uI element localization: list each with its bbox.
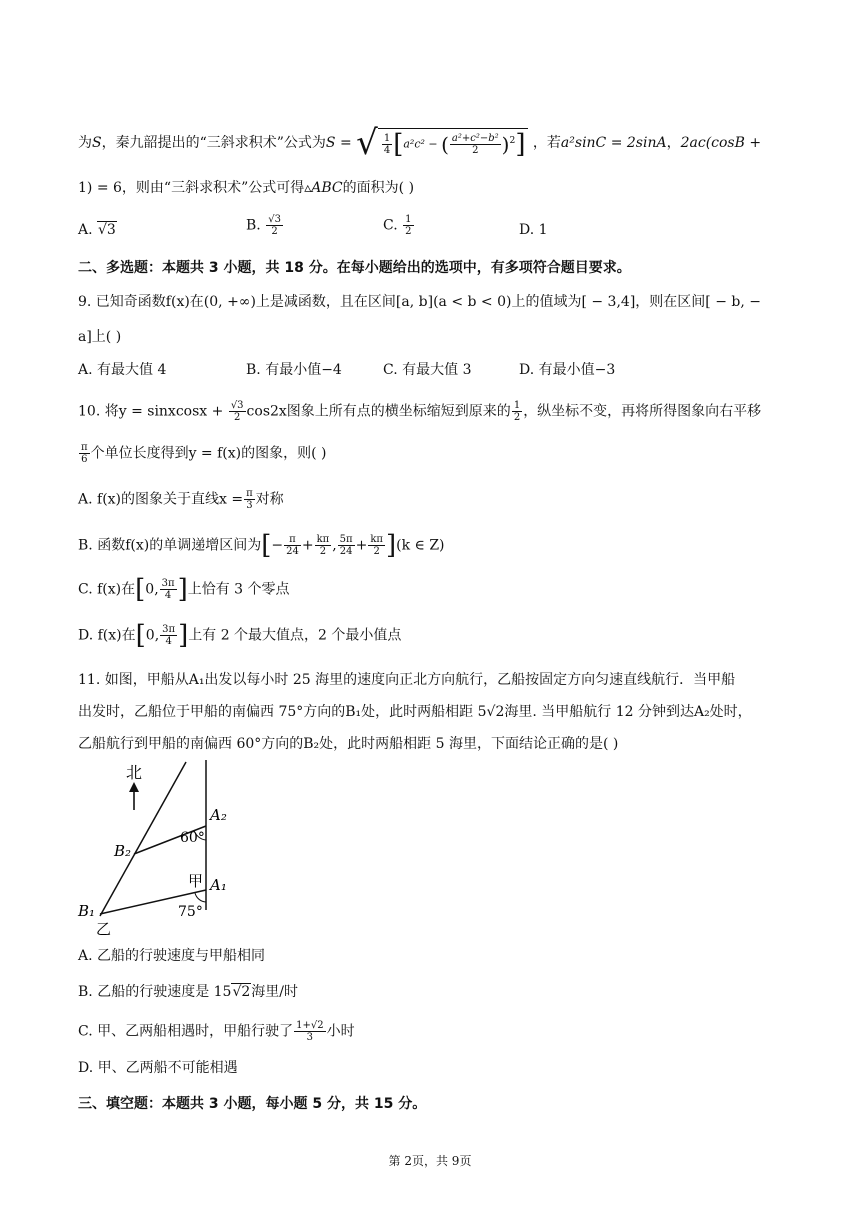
label-b2: B₂ [114, 842, 132, 860]
label-yi: 乙 [96, 920, 112, 938]
q8-option-c: C. $\frac{1}{2}$ [383, 214, 412, 237]
q10-option-b: B. 函数f(x)的单调递增区间为[− $\frac{\pi}{24}$ + $\frac{k\pi}{2}$ , $\frac{5\pi}{24}$ + $\frac{k\pi}{2}$ ](k ∈ Z) [78, 530, 445, 561]
q11-option-d: D. 甲、乙两船不可能相遇 [78, 1060, 238, 1076]
q10-line-1: 10. 将y = sinxcosx + $\frac{√3}{2}$ cos2x图象上所有点的横坐标缩短到原来的 $\frac{1}{2}$ ，纵坐标不变，再将所得图象向右平移 [78, 400, 762, 423]
q8-line-2: 1) = 6，则由“三斜求积术”公式可得▵ABC的面积为( ) [78, 180, 415, 196]
sanxie-formula: √ $\frac{1}{4}$ [a²c² − ( $\frac{\text{a²+c²−b²}}{2}$ )$^2$] [356, 128, 528, 158]
q11-line-2: 出发时，乙船位于甲船的南偏西 75°方向的B₁处，此时两船相距 5√2海里. 当甲船航行 12 分钟到达A₂处时， [78, 704, 752, 720]
q9-option-a: A. 有最大值 4 [78, 362, 167, 378]
q8-option-b: B. $\frac{√3}{2}$ [246, 214, 281, 237]
q8-option-a: A. √3 [78, 222, 116, 238]
north-label: 北 [126, 763, 143, 782]
section-3-heading: 三、填空题：本题共 3 小题，每小题 5 分，共 15 分。 [78, 1096, 427, 1112]
label-angle-75: 75° [178, 904, 203, 920]
label-a2: A₂ [210, 806, 227, 824]
q11-option-a: A. 乙船的行驶速度与甲船相同 [78, 948, 266, 964]
q11-navigation-diagram [70, 756, 240, 940]
q11-option-b: B. 乙船的行驶速度是 15√2海里/时 [78, 984, 298, 1000]
q9-option-b: B. 有最小值−4 [246, 362, 342, 378]
north-arrow-head [129, 782, 139, 792]
q10-option-d: D. f(x)在[0, $\frac{3\pi}{4}$ ]上有 2 个最大值点，2 个最小值点 [78, 620, 402, 651]
q9-line-1: 9. 已知奇函数f(x)在(0, +∞)上是减函数，且在区间[a, b](a < b < 0)上的值域为[ − 3,4]，则在区间[ − b, − [78, 294, 761, 310]
angle-arc-75 [195, 893, 206, 902]
q9-option-c: C. 有最大值 3 [383, 362, 472, 378]
page-number: 第 2页，共 9页 [388, 1154, 472, 1168]
q11-line-1: 11. 如图，甲船从A₁出发以每小时 25 海里的速度向正北方向航行，乙船按固定方向匀速直线航行．当甲船 [78, 672, 736, 688]
q8-line-1: 为S，秦九韶提出的“三斜求积术”公式为S = √ $\frac{1}{4}$ [a²c² − ( $\frac{\text{a²+c²−b²}}{2}$ )$^2$] ，若a²sinC = 2sinA，2ac(cosB + [78, 123, 762, 164]
q11-line-3: 乙船航行到甲船的南偏西 60°方向的B₂处，此时两船相距 5 海里，下面结论正确的是( ) [78, 736, 619, 752]
label-jia: 甲 [188, 872, 204, 890]
q10-line-2: $\frac{\pi}{6}$ 个单位长度得到y = f(x)的图象，则( ) [81, 442, 327, 465]
q9-option-d: D. 有最小值−3 [519, 362, 616, 378]
label-b1: B₁ [78, 902, 96, 920]
q10-option-a: A. f(x)的图象关于直线x = $\frac{\pi}{3}$ 对称 [78, 488, 284, 511]
q8-option-d: D. 1 [519, 222, 548, 238]
label-a1: A₁ [210, 876, 227, 894]
q9-line-2: a]上( ) [78, 329, 122, 345]
label-angle-60: 60° [180, 830, 205, 846]
section-2-heading: 二、多选题：本题共 3 小题，共 18 分。在每小题给出的选项中，有多项符合题目要求。 [78, 260, 631, 276]
q11-option-c: C. 甲、乙两船相遇时，甲船行驶了 $\frac{1+√2}{3}$ 小时 [78, 1020, 355, 1043]
q10-option-c: C. f(x)在[0, $\frac{3\pi}{4}$ ]上恰有 3 个零点 [78, 574, 290, 605]
